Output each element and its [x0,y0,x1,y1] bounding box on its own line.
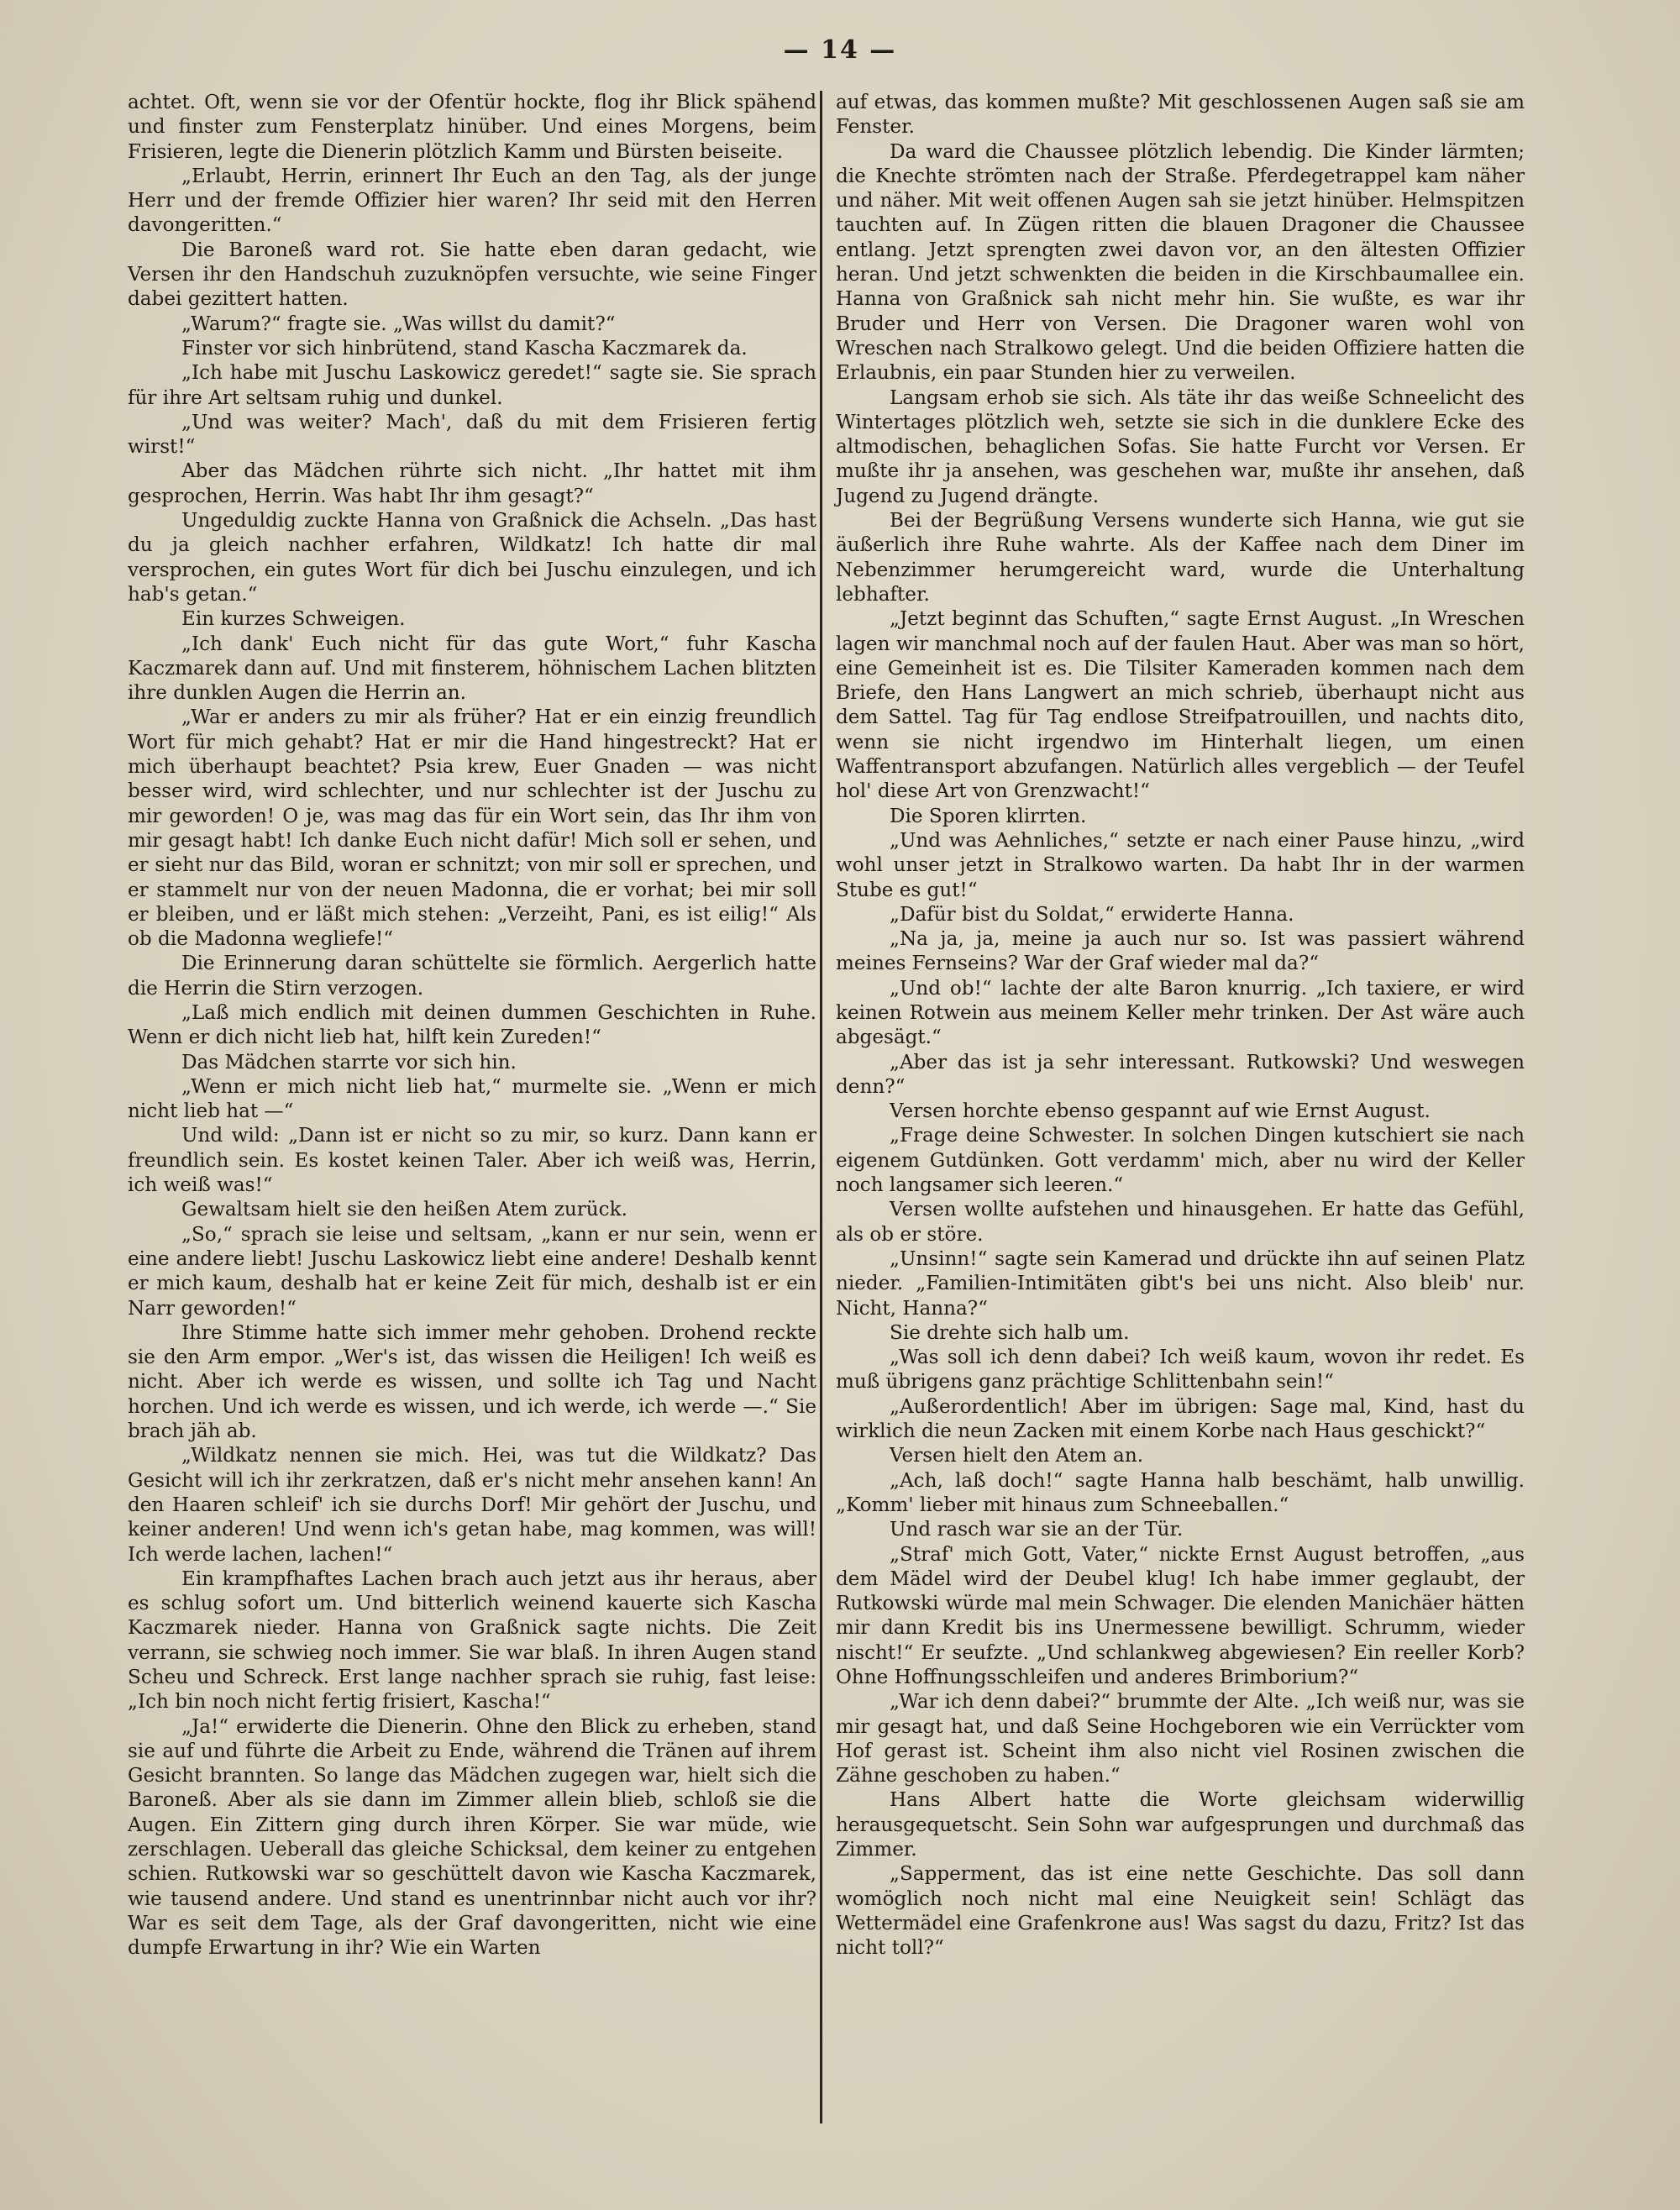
paragraph: auf etwas, das kommen mußte? Mit geschlossenen Augen saß sie am Fenster. [836,92,1525,139]
paragraph: „Ach, laß doch!“ sagte Hanna halb beschämt, halb unwillig. „Komm' lieber mit hinaus zum Schneeballen.“ [836,1469,1525,1516]
paragraph: „So,“ sprach sie leise und seltsam, „kann er nur sein, wenn er eine andere liebt! Juschu Laskowicz liebt eine andere! Deshalb kennt er mich kaum, deshalb hat er keine Zeit für mich, deshalb ist er ein Narr geworden!“ [128,1223,816,1320]
paragraph: „War er anders zu mir als früher? Hat er ein einzig freundlich Wort für mich gehabt? Hat er mir die Hand hingestreckt? Hat er mich überhaupt beachtet? Psia krew, Euer Gnaden — was nicht besser wird, wird schlechter, und nur schlechter ist der Juschu zu mir geworden! O je, was mag das für ein Wort sein, das Ihr ihm von mir gesagt habt! Ich danke Euch nicht dafür! Mich soll er sehen, und er sieht nur das Bild, woran er schnitzt; von mir soll er sprechen, und er stammelt nur von der neuen Madonna, die er vorhat; bei mir soll er bleiben, und er läßt mich stehen: „Verzeiht, Pani, es ist eilig!“ Als ob die Madonna wegliefe!“ [128,706,816,951]
paragraph: „Und was weiter? Mach', daß du mit dem Frisieren fertig wirst!“ [128,411,816,459]
paragraph: „Wildkatz nennen sie mich. Hei, was tut die Wildkatz? Das Gesicht will ich ihr zerkratzen, daß er's nicht mehr ansehen kann! An den Haaren schleif' ich sie durchs Dorf! Mir gehört der Juschu, und keiner anderen! Und wenn ich's getan habe, mag kommen, was will! Ich werde lachen, lachen!“ [128,1445,816,1566]
paragraph: „Ich habe mit Juschu Laskowicz geredet!“ sagte sie. Sie sprach für ihre Art seltsam ruhig und dunkel. [128,362,816,409]
paragraph: Ein krampfhaftes Lachen brach auch jetzt aus ihr heraus, aber es schlug sofort um. Und bitterlich weinend kauerte sich Kascha Kaczmarek nieder. Hanna von Graßnick sagte nichts. Die Zeit verrann, sie schwieg noch immer. Sie war blaß. In ihren Augen stand Scheu und Schreck. Erst lange nachher sprach sie ruhig, fast leise: „Ich bin noch nicht fertig frisiert, Kascha!“ [128,1567,816,1714]
paragraph: Ihre Stimme hatte sich immer mehr gehoben. Drohend reckte sie den Arm empor. „Wer's ist, das wissen die Heiligen! Ich weiß es nicht. Aber ich werde es wissen, und sollte ich Tag und Nacht horchen. Und ich werde es wissen, und ich werde, ich werde —.“ Sie brach jäh ab. [128,1321,816,1443]
paragraph: „Erlaubt, Herrin, erinnert Ihr Euch an den Tag, als der junge Herr und der fremde Offizier hier waren? Ihr seid mit den Herren davongeritten.“ [128,165,816,237]
column-divider [820,91,822,2123]
paragraph: Die Baroneß ward rot. Sie hatte eben daran gedacht, wie Versen ihr den Handschuh zuzuknöpfen versuchte, wie seine Finger dabei gezittert hatten. [128,239,816,311]
paragraph: Und wild: „Dann ist er nicht so zu mir, so kurz. Dann kann er freundlich sein. Es kostet keinen Taler. Aber ich weiß was, Herrin, ich weiß was!“ [128,1125,816,1197]
paragraph: „War ich denn dabei?“ brummte der Alte. „Ich weiß nur, was sie mir gesagt hat, und daß Seine Hochgeboren wie ein Verrückter vom Hof gerast ist. Scheint ihm also nicht viel Rosinen zwischen die Zähne geschoben zu haben.“ [836,1691,1525,1787]
paragraph: „Aber das ist ja sehr interessant. Rutkowski? Und weswegen denn?“ [836,1051,1525,1098]
paragraph: „Unsinn!“ sagte sein Kamerad und drückte ihn auf seinen Platz nieder. „Familien-Intimitäten gibt's bei uns nicht. Also bleib' nur. Nicht, Hanna?“ [836,1247,1525,1320]
paragraph: Versen horchte ebenso gespannt auf wie Ernst August. [890,1100,1431,1123]
paragraph: Langsam erhob sie sich. Als täte ihr das weiße Schneelicht des Wintertages plötzlich weh, setzte sie sich in die dunklere Ecke des altmodischen, behaglichen Sofas. Sie hatte Furcht vor Versen. Er mußte ihr ja ansehen, was geschehen war, mußte ihr ansehen, daß Jugend zu Jugend drängte. [836,386,1525,507]
paragraph: Versen hielt den Atem an. [890,1445,1144,1467]
paragraph: „Wenn er mich nicht lieb hat,“ murmelte sie. „Wenn er mich nicht lieb hat —“ [128,1075,816,1123]
paragraph: Die Erinnerung daran schüttelte sie förmlich. Aergerlich hatte die Herrin die Stirn verzogen. [128,953,816,1000]
paragraph: Ein kurzes Schweigen. [181,608,406,631]
paragraph: Die Sporen klirrten. [890,805,1087,827]
paragraph: „Was soll ich denn dabei? Ich weiß kaum, wovon ihr redet. Es muß übrigens ganz prächtige Schlittenbahn sein!“ [836,1346,1525,1394]
paragraph: „Straf' mich Gott, Vater,“ nickte Ernst August betroffen, „aus dem Mädel wird der Deubel klug! Ich habe immer geglaubt, der Rutkowski würde mal mein Schwager. Die elenden Manichäer hätten mir dann Kredit bis ins Unermessene bewilligt. Schrumm, wieder nischt!“ Er seufzte. „Und schlankweg abgewiesen? Ein reeller Korb? Ohne Hoffnungsschleifen und anderes Brimborium?“ [836,1543,1525,1688]
paragraph: „Jetzt beginnt das Schuften,“ sagte Ernst August. „In Wreschen lagen wir manchmal noch auf der faulen Haut. Aber was man so hört, eine Gemeinheit ist es. Die Tilsiter Kameraden kommen nach dem Briefe, den Hans Langwert an mich schrieb, überhaupt nicht aus dem Sattel. Tag für Tag endlose Streifpatrouillen, und nachts dito, wenn sie nicht irgendwo im Hinterhalt liegen, um einen Waffentransport abzufangen. Natürlich alles vergeblich — der Teufel hol' diese Art von Grenzwacht!“ [836,608,1525,803]
paragraph: Versen wollte aufstehen und hinausgehen. Er hatte das Gefühl, als ob er störe. [836,1199,1525,1246]
page-number: — 14 — [783,35,897,65]
paragraph: „Und ob!“ lachte der alte Baron knurrig. „Ich taxiere, er wird keinen Rotwein aus meinem Keller mehr trinken. Der Ast wäre auch abgesägt.“ [836,977,1525,1049]
paragraph: „Frage deine Schwester. In solchen Dingen kutschiert sie nach eigenem Gutdünken. Gott verdamm' mich, aber nu wird der Keller noch langsamer sich leeren.“ [836,1125,1525,1197]
paragraph: Da ward die Chaussee plötzlich lebendig. Die Kinder lärmten; die Knechte strömten nach der Straße. Pferdegetrappel kam näher und näher. Mit weit offenen Augen sah sie jetzt hinüber. Helmspitzen tauchten auf. In Zügen ritten die blauen Dragoner die Chaussee entlang. Jetzt sprengten zwei davon vor, an den ältesten Offizier heran. Und jetzt schwenkten die beiden in die Kirschbaumallee ein. Hanna von Graßnick sah nicht mehr hin. Sie wußte, es war ihr Bruder und Herr von Versen. Die Dragoner waren wohl von Wreschen nach Stralkowo gelegt. Und die beiden Offiziere hatten die Erlaubnis, ein paar Stunden hier zu verweilen. [836,140,1525,385]
paragraph: Und rasch war sie an der Tür. [890,1519,1184,1541]
paragraph: „Dafür bist du Soldat,“ erwiderte Hanna. [890,903,1294,926]
paragraph: Gewaltsam hielt sie den heißen Atem zurück. [181,1199,627,1221]
paragraph: Ungeduldig zuckte Hanna von Graßnick die Achseln. „Das hast du ja gleich nachher erfahren, Wildkatz! Ich hatte dir mal versprochen, ein gutes Wort für dich bei Juschu einzulegen, und ich hab's getan.“ [128,510,816,606]
paragraph: „Laß mich endlich mit deinen dummen Geschichten in Ruhe. Wenn er dich nicht lieb hat, hilft kein Zureden!“ [128,1001,816,1049]
paragraph: Aber das Mädchen rührte sich nicht. „Ihr hattet mit ihm gesprochen, Herrin. Was habt Ihr ihm gesagt?“ [128,460,816,507]
paragraph: „Und was Aehnliches,“ setzte er nach einer Pause hinzu, „wird wohl unser jetzt in Stralkowo warten. Da habt Ihr in der warmen Stube es gut!“ [836,829,1525,901]
paragraph: „Außerordentlich! Aber im übrigen: Sage mal, Kind, hast du wirklich die neun Zacken mit einem Korbe nach Haus geschickt?“ [836,1395,1525,1443]
paragraph: Hans Albert hatte die Worte gleichsam widerwillig herausgequetscht. Sein Sohn war aufgesprungen und durchmaß das Zimmer. [836,1789,1525,1861]
left-text-column [128,91,816,1961]
paragraph: Das Mädchen starrte vor sich hin. [181,1051,517,1074]
paragraph: Sie drehte sich halb um. [890,1321,1130,1344]
paragraph: Finster vor sich hinbrütend, stand Kascha Kaczmarek da. [181,337,748,360]
paragraph: Bei der Begrüßung Versens wunderte sich Hanna, wie gut sie äußerlich ihre Ruhe wahrte. Als der Kaffee nach dem Diner im Nebenzimmer herumgereicht ward, wurde die Unterhaltung lebhafter. [836,510,1525,606]
paragraph: „Ja!“ erwiderte die Dienerin. Ohne den Blick zu erheben, stand sie auf und führte die Arbeit zu Ende, während die Tränen auf ihrem Gesicht brannten. So lange das Mädchen zugegen war, hielt sich die Baroneß. Aber als sie dann im Zimmer allein blieb, schloß sie die Augen. Ein Zittern ging durch ihren Körper. Sie war müde, wie zerschlagen. Ueberall das gleiche Schicksal, dem keiner zu entgehen schien. Rutkowski war so geschüttelt davon wie Kascha Kaczmarek, wie tausend andere. Und stand es unentrinnbar nicht auch vor ihr? War es seit dem Tage, als der Graf davongeritten, nicht wie eine dumpfe Erwartung in ihr? Wie ein Warten [128,1715,816,1960]
paragraph: „Warum?“ fragte sie. „Was willst du damit?“ [181,312,616,335]
right-text-column [836,91,1525,1961]
paragraph: achtet. Oft, wenn sie vor der Ofentür hockte, flog ihr Blick spähend und finster zum Fensterplatz hinüber. Und eines Morgens, beim Frisieren, legte die Dienerin plötzlich Kamm und Bürsten beiseite. [128,92,816,163]
paragraph: „Na ja, ja, meine ja auch nur so. Ist was passiert während meines Fernseins? War der Graf wieder mal da?“ [836,928,1525,975]
paragraph: „Ich dank' Euch nicht für das gute Wort,“ fuhr Kascha Kaczmarek dann auf. Und mit finsterem, höhnischem Lachen blitzten ihre dunklen Augen die Herrin an. [128,633,816,705]
paragraph: „Sapperment, das ist eine nette Geschichte. Das soll dann womöglich noch nicht mal eine Neuigkeit sein! Schlägt das Wettermädel eine Grafenkrone aus! Was sagst du dazu, Fritz? Ist das nicht toll?“ [836,1863,1525,1960]
